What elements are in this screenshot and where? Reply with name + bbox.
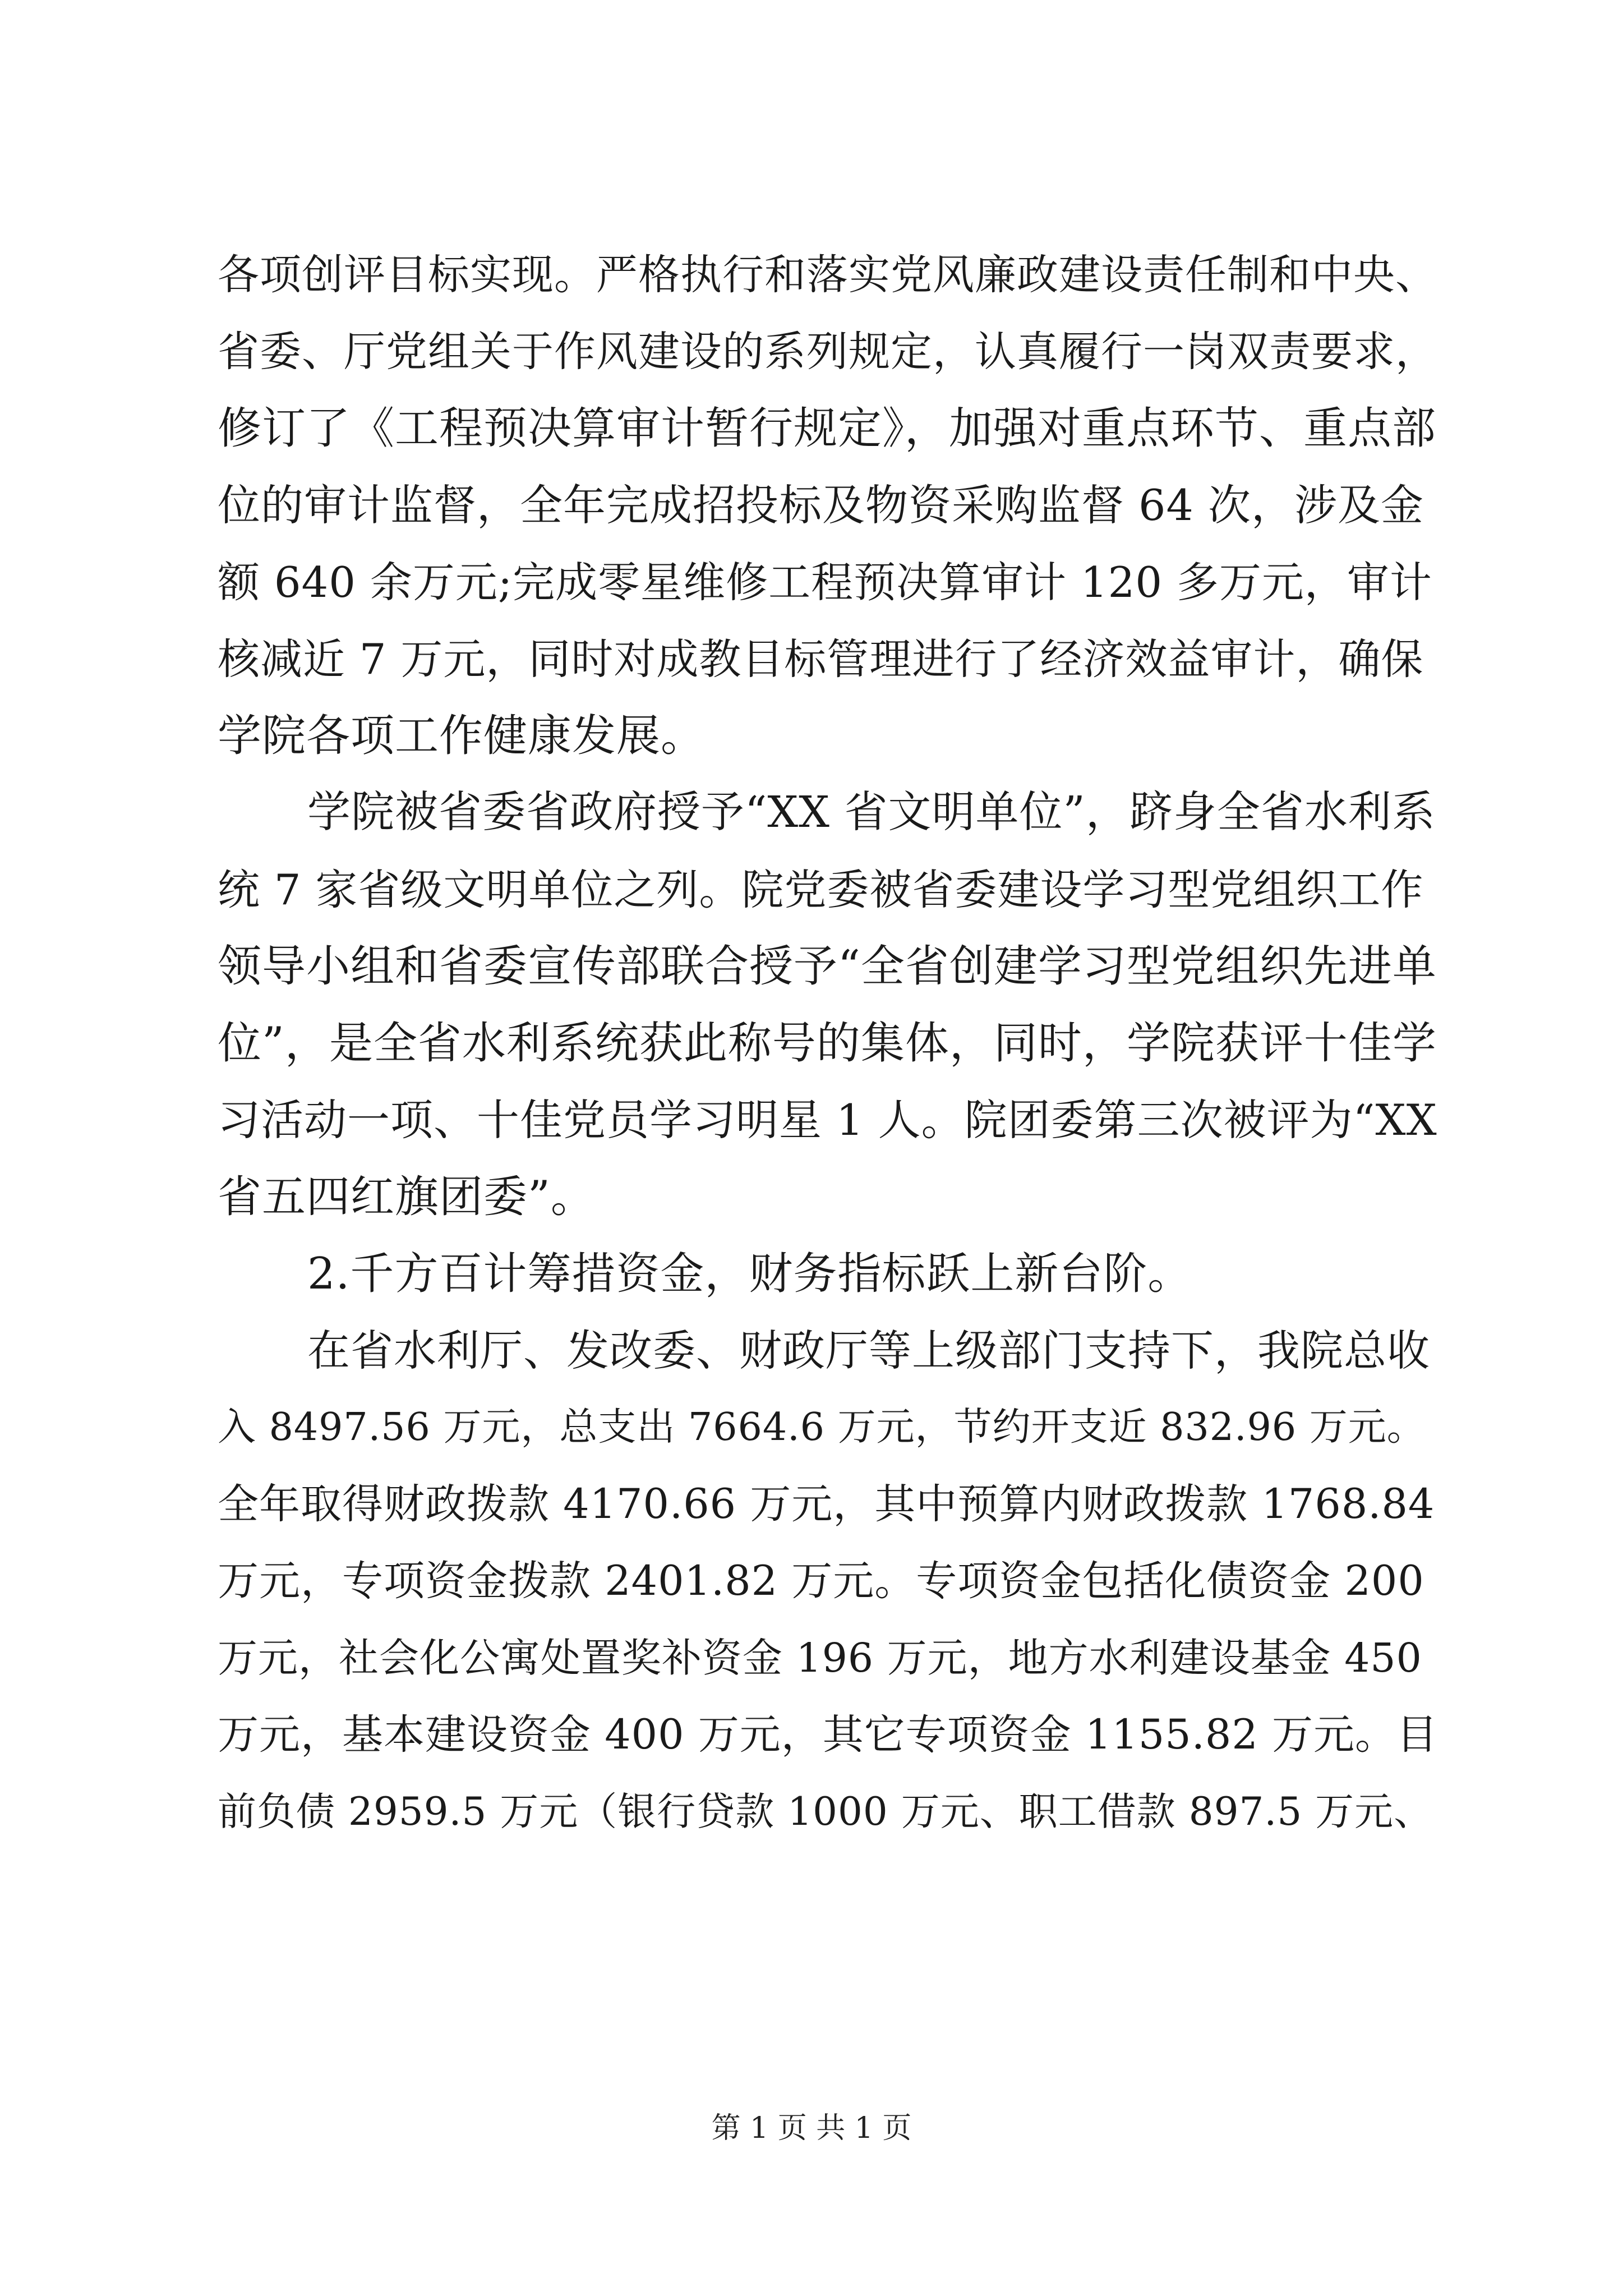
page-footer: 第 1 页 共 1 页	[711, 2111, 912, 2145]
text-line: 省五四红旗团委”。	[218, 1172, 595, 1222]
text-line: 习活动一项、十佳党员学习明星 1 人。院团委第三次被评为“XX	[218, 1095, 1437, 1145]
text-line: 省委、厅党组关于作风建设的系列规定，认真履行一岗双责要求，	[218, 328, 1437, 376]
text-line: 统 7 家省级文明单位之列。院党委被省委建设学习型党组织工作	[218, 865, 1424, 914]
text-line: 入 8497.56 万元，总支出 7664.6 万元，节约开支近 832.96 万元。	[218, 1405, 1426, 1450]
text-line: 学院各项工作健康发展。	[218, 711, 706, 761]
section-heading: 2.千方百计筹措资金，财务指标跃上新台阶。	[307, 1249, 1192, 1299]
text-line: 万元，社会化公寓处置奖补资金 196 万元，地方水利建设基金 450	[218, 1635, 1422, 1681]
text-line: 修订了《工程预决算审计暂行规定》，加强对重点环节、重点部	[218, 403, 1437, 454]
text-line: 位的审计监督，全年完成招投标及物资采购监督 64 次，涉及金	[218, 480, 1424, 530]
text-line: 领导小组和省委宣传部联合授予“全省创建学习型党组织先进单	[218, 941, 1437, 992]
paragraph-first-line: 在省水利厅、发改委、财政厅等上级部门支持下，我院总收	[307, 1326, 1430, 1375]
text-line: 全年取得财政拨款 4170.66 万元，其中预算内财政拨款 1768.84	[218, 1480, 1435, 1528]
text-line: 各项创评目标实现。严格执行和落实党风廉政建设责任制和中央、	[218, 251, 1437, 299]
paragraph-first-line: 学院被省委省政府授予“XX 省文明单位”，跻身全省水利系	[307, 788, 1436, 838]
text-line: 万元，基本建设资金 400 万元，其它专项资金 1155.82 万元。目	[218, 1711, 1438, 1759]
text-line: 额 640 余万元;完成零星维修工程预决算审计 120 多万元，审计	[218, 558, 1432, 607]
text-line: 万元，专项资金拨款 2401.82 万元。专项资金包括化债资金 200	[218, 1557, 1424, 1605]
text-line: 前负债 2959.5 万元（银行贷款 1000 万元、职工借款 897.5 万元、	[218, 1789, 1433, 1834]
text-line: 核减近 7 万元，同时对成教目标管理进行了经济效益审计，确保	[218, 634, 1424, 684]
text-line: 位”，是全省水利系统获此称号的集体，同时，学院获评十佳学	[218, 1018, 1437, 1069]
